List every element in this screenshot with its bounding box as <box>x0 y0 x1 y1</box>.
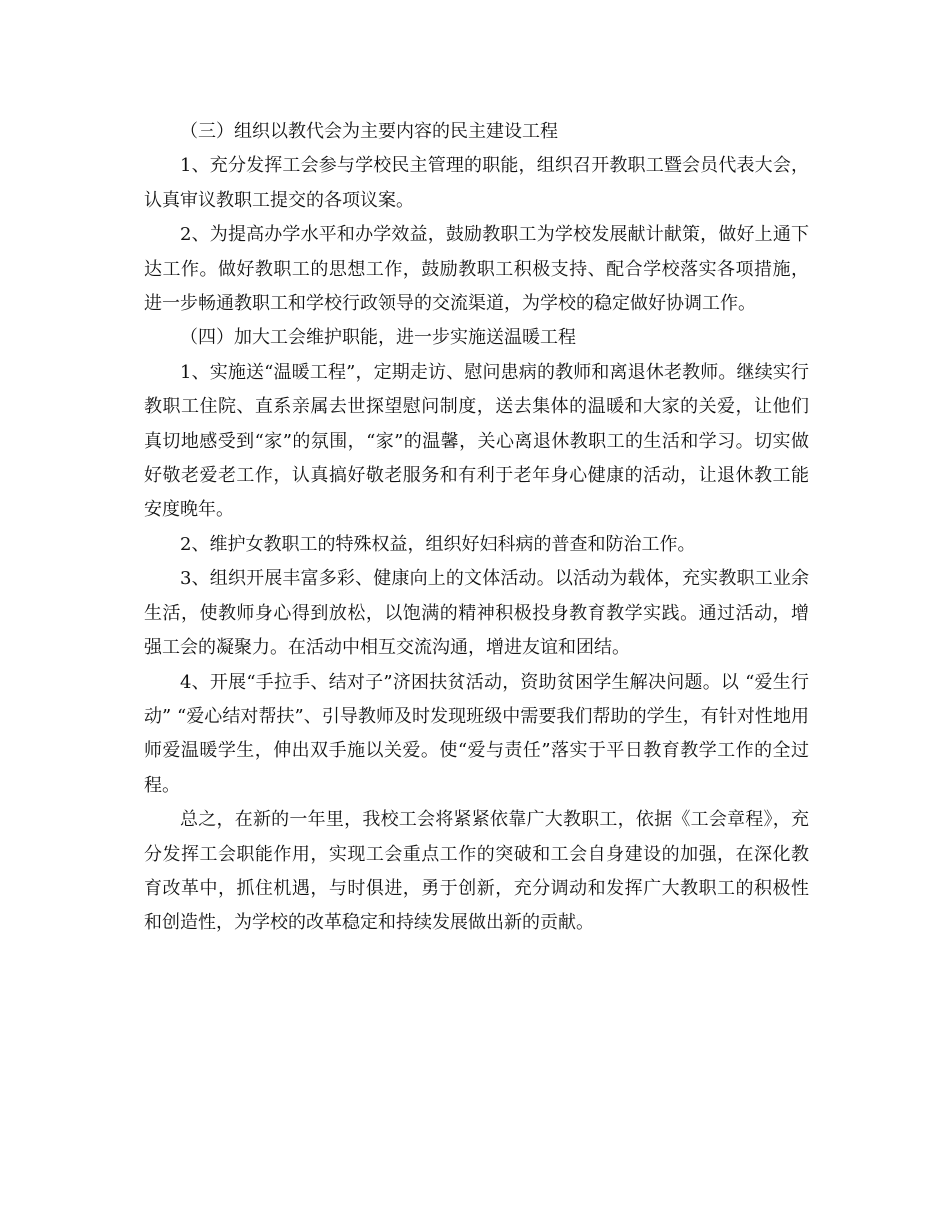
paragraph-conclusion: 总之，在新的一年里，我校工会将紧紧依靠广大教职工，依据《工会章程》，充分发挥工会职能作用，实现工会重点工作的突破和工会自身建设的加强，在深化教育改革中，抓住机遇，与时俱进，勇于创新，充分调动和发挥广大教职工的积极性和创造性，为学校的改革稳定和持续发展做出新的贡献。 <box>144 809 809 934</box>
paragraph-warmth-project: 1、实施送“温暖工程”，定期走访、慰问患病的教师和离退休老教师。继续实行教职工住院、直系亲属去世探望慰问制度，送去集体的温暖和大家的关爱，让他们真切地感受到“家”的氛围，“家”的温馨，关心离退休教职工的生活和学习。切实做好敬老爱老工作，认真搞好敬老服务和有利于老年身心健康的活动，让退休教工能安度晚年。 <box>144 361 809 521</box>
paragraph-cultural-activities: 3、组织开展丰富多彩、健康向上的文体活动。以活动为载体，充实教职工业余生活，使教师身心得到放松，以饱满的精神积极投身教育教学实践。通过活动，增强工会的凝聚力。在活动中相互交流沟通，增进友谊和团结。 <box>144 568 809 659</box>
section-heading-four: （四）加大工会维护职能，进一步实施送温暖工程 <box>180 327 576 349</box>
paragraph-female-staff-rights: 2、维护女教职工的特殊权益，组织好妇科病的普查和防治工作。 <box>180 533 696 555</box>
paragraph-school-development: 2、为提高办学水平和办学效益，鼓励教职工为学校发展献计献策，做好上通下达工作。做好教职工的思想工作，鼓励教职工积极支持、配合学校落实各项措施，进一步畅通教职工和学校行政领导的交流渠道，为学校的稳定做好协调工作。 <box>144 224 809 315</box>
paragraph-democratic-management: 1、充分发挥工会参与学校民主管理的职能，组织召开教职工暨会员代表大会，认真审议教职工提交的各项议案。 <box>144 155 809 211</box>
section-heading-three: （三）组织以教代会为主要内容的民主建设工程 <box>180 121 558 142</box>
paragraph-poverty-assistance: 4、开展“手拉手、结对子”济困扶贫活动，资助贫困学生解决问题。以 “爱生行动” “爱心结对帮扶”、引导教师及时发现班级中需要我们帮助的学生，有针对性地用师爱温暖学生，伸出双手施以关爱。使“爱与责任”落实于平日教育教学工作的全过程。 <box>144 671 809 796</box>
document-body <box>144 115 809 941</box>
